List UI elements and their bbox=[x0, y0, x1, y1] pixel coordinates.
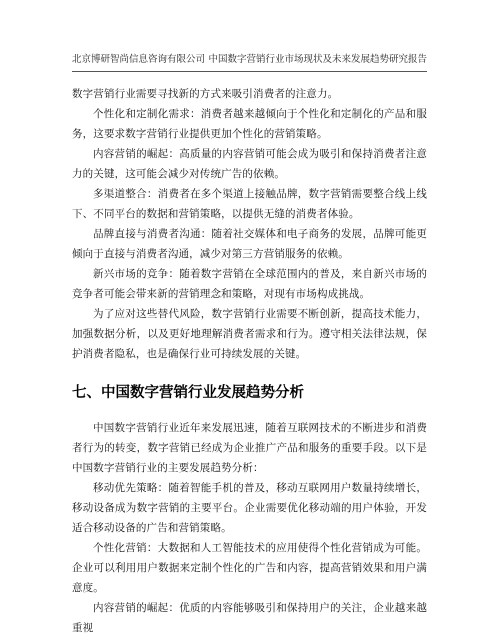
document-body bbox=[72, 84, 427, 638]
paragraph: 移动优先策略：随着智能手机的普及，移动互联网用户数量持续增长，移动设备成为数字营销的主要平台。企业需要优化移动端的用户体验，开发适合移动设备的广告和营销策略。 bbox=[72, 482, 427, 534]
page-header bbox=[72, 54, 427, 66]
header-company: 北京博研智尚信息咨询有限公司 bbox=[72, 54, 206, 65]
paragraph: 品牌直接与消费者沟通：随着社交媒体和电子商务的发展，品牌可能更倾向于直接与消费者沟通，减少对第三方营销服务的依赖。 bbox=[72, 228, 427, 260]
paragraph: 个性化和定制化需求：消费者越来越倾向于个性化和定制化的产品和服务，这要求数字营销行业提供更加个性化的营销策略。 bbox=[72, 108, 427, 140]
paragraph: 为了应对这些替代风险，数字营销行业需要不断创新，提高技术能力，加强数据分析，以及更好地理解消费者需求和行为。遵守相关法律法规，保护消费者隐私，也是确保行业可持续发展的关键。 bbox=[72, 308, 427, 360]
paragraph: 内容营销的崛起：优质的内容能够吸引和保持用户的关注，企业越来越重视 bbox=[72, 602, 427, 634]
paragraph: 新兴市场的竞争：随着数字营销在全球范围内的普及，来自新兴市场的竞争者可能会带来新的营销理念和策略，对现有市场构成挑战。 bbox=[72, 268, 427, 300]
paragraph: 数字营销行业需要寻找新的方式来吸引消费者的注意力。 bbox=[72, 88, 339, 100]
paragraph: 内容营销的崛起：高质量的内容营销可能会成为吸引和保持消费者注意力的关键，这可能会减少对传统广告的依赖。 bbox=[72, 148, 427, 180]
paragraph: 个性化营销：大数据和人工智能技术的应用使得个性化营销成为可能。企业可以利用用户数据来定制个性化的广告和内容，提高营销效果和用户满意度。 bbox=[72, 542, 427, 594]
header-divider bbox=[72, 71, 427, 72]
section-heading: 七、中国数字营销行业发展趋势分析 bbox=[72, 385, 304, 401]
paragraph: 多渠道整合：消费者在多个渠道上接触品牌，数字营销需要整合线上线下、不同平台的数据和营销策略，以提供无缝的消费者体验。 bbox=[72, 188, 427, 220]
paragraph: 中国数字营销行业近年来发展迅速，随着互联网技术的不断进步和消费者行为的转变，数字营销已经成为企业推广产品和服务的重要手段。以下是中国数字营销行业的主要发展趋势分析： bbox=[72, 422, 427, 474]
header-report-title: 中国数字营销行业市场现状及未来发展趋势研究报告 bbox=[208, 54, 427, 65]
